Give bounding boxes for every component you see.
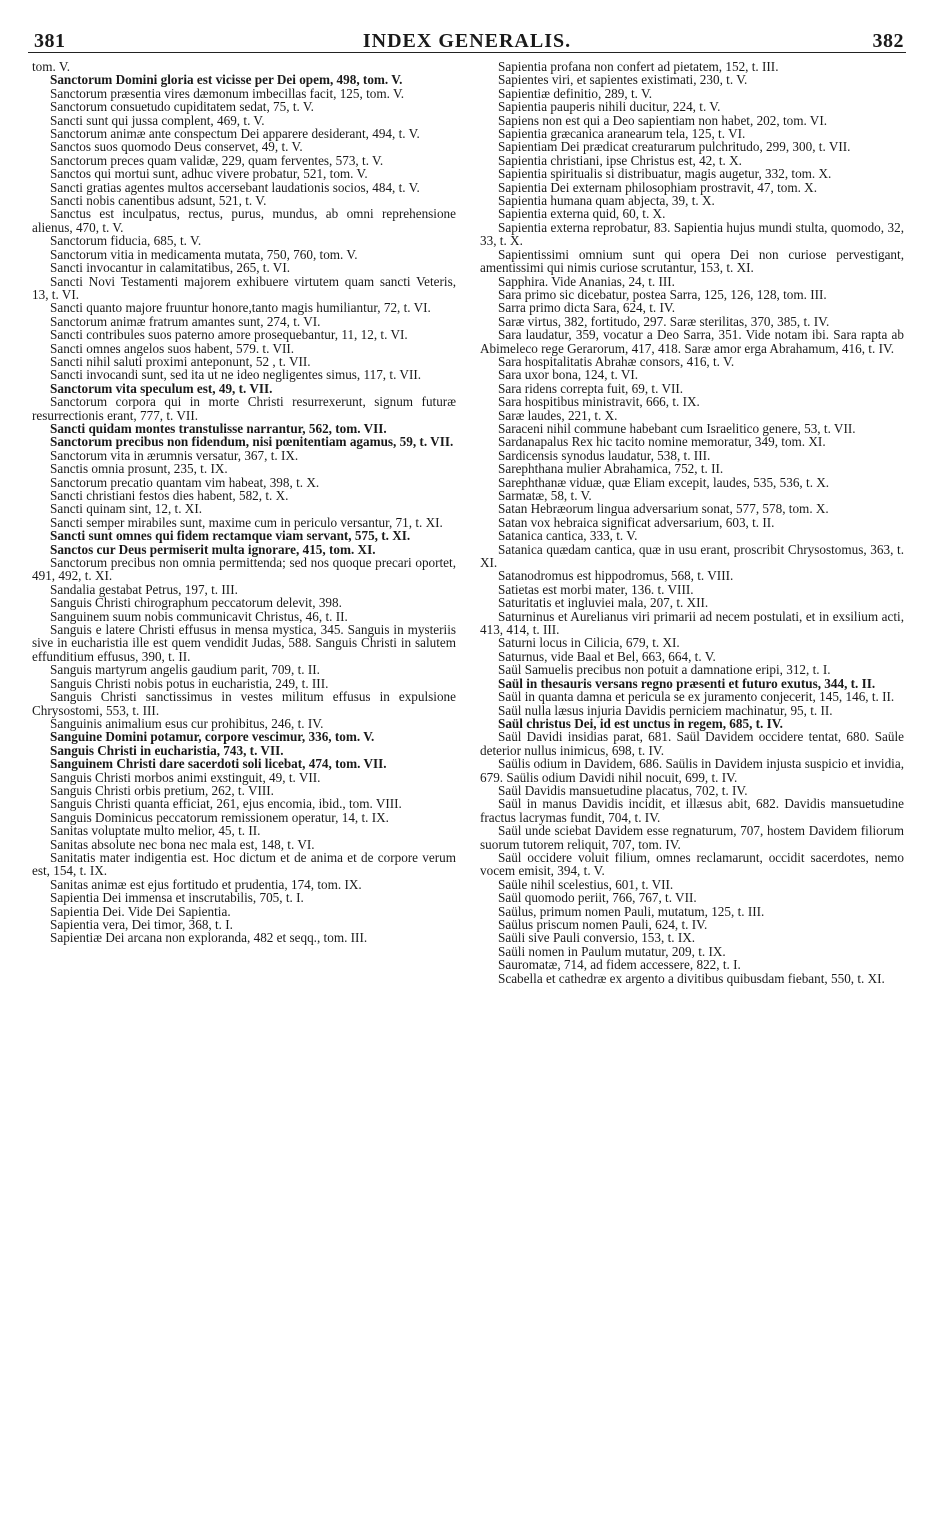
index-entry: Sapientia externa quid, 60, t. X.	[498, 206, 666, 222]
index-entry: Sancti contribules suos paterno amore prosequebantur, 11, 12, t. VI.	[50, 327, 408, 343]
index-entry: Sapientia christiani, ipse Christus est, 42, t. X.	[498, 152, 742, 168]
index-entry: Sanguinem suum nobis communicavit Christus, 46, t. II.	[50, 608, 348, 624]
index-entry: Saül Davidis mansuetudine placatus, 702, t. IV.	[498, 782, 748, 798]
index-entry: Sancti invocandi sunt, sed ita ut ne ideo negligentes simus, 117, t. VII.	[50, 367, 422, 383]
index-entry: Sapientiæ Dei arcana non exploranda, 482 et seqq., tom. III.	[50, 930, 368, 946]
index-entry: Sanctorum vita speculum est, 49, t. VII.	[50, 380, 273, 396]
index-entry: Saturitatis et ingluviei mala, 207, t. XII.	[498, 595, 709, 611]
left-column	[32, 60, 456, 985]
index-entry: Sanguinis animalium esus cur prohibitus, 246, t. IV.	[50, 715, 324, 731]
index-entry: Saturninus et Aurelianus viri primarii ad necem postulati, et in exsilium acti, 413, 414, t. III.	[480, 608, 904, 638]
index-entry: Sapientia pauperis nihili ducitur, 224, t. V.	[498, 99, 721, 115]
index-entry: Sara uxor bona, 124, t. VI.	[498, 367, 639, 383]
index-entry: Sanctorum animæ ante conspectum Dei apparere desiderant, 494, t. V.	[50, 126, 420, 142]
index-entry: Sapientia vera, Dei timor, 368, t. I.	[50, 917, 233, 932]
index-entry: Saüle nihil scelestius, 601, t. VII.	[498, 876, 674, 892]
index-entry: Sanguine Domini potamur, corpore vescimur, 336, tom. V.	[50, 729, 375, 745]
index-entry: Sapientia profana non confert ad pietatem, 152, t. III.	[498, 59, 779, 74]
index-entry: Sanctus est inculpatus, rectus, purus, mundus, ab omni reprehensione alienus, 470, t. V.	[32, 206, 456, 235]
index-entry: Sancti semper mirabiles sunt, maxime cum in periculo versantur, 71, t. XI.	[50, 514, 443, 530]
index-entry: Sanguis Christi nobis potus in eucharistia, 249, t. III.	[50, 675, 329, 691]
index-entry: Sapientia Dei immensa et inscrutabilis, 705, t. I.	[50, 890, 304, 906]
index-entry: Sanctos qui mortui sunt, adhuc vivere probatur, 521, tom. V.	[50, 166, 368, 182]
index-entry: Sanguis Christi orbis pretium, 262, t. VIII.	[50, 782, 274, 798]
index-entry: Sancti invocantur in calamitatibus, 265, t. VI.	[50, 260, 291, 276]
index-entry: Sancti quanto majore fruuntur honore,tanto magis humiliantur, 72, t. VI.	[50, 300, 431, 316]
index-entry: Sanitas absolute nec bona nec mala est, 148, t. VI.	[50, 836, 315, 852]
index-entry: Sanguis Christi morbos animi exstinguit, 49, t. VII.	[50, 769, 321, 785]
index-entry: Sanctos cur Deus permiserit multa ignorare, 415, tom. XI.	[50, 541, 376, 557]
index-entry: Sanguis Christi quanta efficiat, 261, ejus encomia, ibid., tom. VIII.	[50, 796, 402, 812]
index-entry: Sancti quinam sint, 12, t. XI.	[50, 501, 203, 517]
index-entry: Sancti nihil saluti proximi anteponunt, 52 , t. VII.	[50, 353, 311, 369]
index-entry: Sanitas voluptate multo melior, 45, t. II.	[50, 823, 261, 839]
index-entry: Sanctorum consuetudo cupiditatem sedat, 75, t. V.	[50, 99, 314, 115]
index-entry: Sauromatæ, 714, ad fidem accessere, 822, t. I.	[498, 957, 741, 973]
index-entry: tom. V.	[32, 59, 70, 74]
index-entry: Sanctorum vita in ærumnis versatur, 367, t. IX.	[50, 447, 299, 463]
index-entry: Saül Samuelis precibus non potuit a damnatione eripi, 312, t. I.	[498, 662, 831, 678]
index-entry: Sancti gratias agentes multos accersebant laudationis socios, 484, t. V.	[50, 179, 420, 195]
index-entry: Saül in manus Davidis incidit, et illæsus abit, 682. Davidis mansuetudine fractus lacrymas fundit, 704, t. IV.	[480, 796, 904, 825]
index-entry: Sanitatis mater indigentia est. Hoc dictum et de anima et de corpore verum est, 154, t. IX.	[32, 849, 456, 879]
index-entry: Sardanapalus Rex hic tacito nomine memoratur, 349, tom. XI.	[498, 434, 826, 450]
index-entry: Saül in thesauris versans regno præsenti et futuro exutus, 344, t. II.	[498, 675, 876, 691]
index-entry: Saül occidere voluit filium, omnes reclamarunt, occidit sacerdotes, nemo vocem emisit, 394, t. V.	[480, 849, 904, 879]
index-entry: Sancti quidam montes transtulisse narrantur, 562, tom. VII.	[50, 420, 387, 436]
index-entry: Satanica cantica, 333, t. V.	[498, 528, 638, 544]
index-entry: Sarephthanæ viduæ, quæ Eliam excepit, laudes, 535, 536, t. X.	[498, 474, 830, 490]
page-number-left: 381	[34, 30, 66, 52]
index-entry: Sapientia spiritualis si distribuatur, magis augetur, 332, tom. X.	[498, 166, 832, 182]
index-entry: Sanguis Christi chirographum peccatorum delevit, 398.	[50, 595, 342, 611]
index-entry: Sara hospitalitatis Abrahæ consors, 416, t. V.	[498, 353, 735, 369]
index-entry: Sapientissimi omnium sunt qui opera Dei non curiose pervestigant, amentissimi qui nimis curiose scrutantur, 153, t. XI.	[480, 246, 904, 276]
index-entry: Sapientia humana quam abjecta, 39, t. X.	[498, 193, 715, 209]
index-entry: Sanctorum preces quam validæ, 229, quam ferventes, 573, t. V.	[50, 152, 384, 168]
index-entry: Sanctorum vitia in medicamenta mutata, 750, 760, tom. V.	[50, 246, 358, 262]
index-entry: Sarra primo dicta Sara, 624, t. IV.	[498, 300, 676, 316]
index-entry: Saturnus, vide Baal et Bel, 663, 664, t. V.	[498, 648, 716, 664]
index-entry: Sapiens non est qui a Deo sapientiam non habet, 202, tom. VI.	[498, 112, 828, 128]
index-entry: Sanguis Dominicus peccatorum remissionem operatur, 14, t. IX.	[50, 809, 389, 825]
index-entry: Sancti sunt omnes qui fidem rectamque viam servant, 575, t. XI.	[50, 528, 411, 544]
index-entry: Satanica quædam cantica, quæ in usu erant, proscribit Chrysostomus, 363, t. XI.	[480, 541, 904, 571]
page-title: INDEX GENERALIS.	[362, 30, 572, 52]
index-entry: Sanctorum corpora qui in morte Christi resurrexerunt, signum futuræ resurrectionis erant, 777, t. VII.	[32, 394, 456, 423]
index-entry: Satanodromus est hippodromus, 568, t. VIII.	[498, 568, 734, 584]
index-entry: Satietas est morbi mater, 136. t. VIII.	[498, 581, 694, 597]
index-entry: Saülus priscum nomen Pauli, 624, t. IV.	[498, 917, 708, 932]
index-entry: Sanctorum precibus non fidendum, nisi pœnitentiam agamus, 59, t. VII.	[50, 434, 454, 450]
index-entry: Saül nulla læsus injuria Davidis perniciem machinatur, 95, t. II.	[498, 702, 833, 718]
index-entry: Sanguis Christi sanctissimus in vestes militum effusus in expulsione Chrysostomi, 553, t. III.	[32, 689, 456, 718]
index-entry: Saüli sive Pauli conversio, 153, t. IX.	[498, 930, 696, 946]
index-entry: Sapphira. Vide Ananias, 24, t. III.	[498, 273, 675, 289]
right-column	[480, 60, 904, 985]
index-entry: Sanctos suos quomodo Deus conservet, 49, t. V.	[50, 139, 303, 155]
index-entry: Saül in quanta damna et pericula se ex juramento conjecerit, 145, 146, t. II.	[498, 689, 895, 705]
index-entry: Saülis odium in Davidem, 686. Saülis in Davidem injusta suspicio et invidia, 679. Saülis odium Davidi nihil nocuit, 699, t. IV.	[480, 756, 904, 785]
index-entry: Sapientia Dei. Vide Dei Sapientia.	[50, 903, 231, 919]
index-entry: Sancti sunt qui jussa complent, 469, t. V.	[50, 112, 265, 128]
index-entry: Sarephthana mulier Abrahamica, 752, t. II.	[498, 461, 724, 477]
index-entry: Satan Hebræorum lingua adversarium sonat, 577, 578, tom. X.	[498, 501, 829, 517]
index-entry: Sancti christiani festos dies habent, 582, t. X.	[50, 488, 289, 503]
index-entry: Saræ laudes, 221, t. X.	[498, 407, 618, 423]
index-entry: Sancti Novi Testamenti majorem exhibuere virtutem quam sancti Veteris, 13, t. VI.	[32, 273, 456, 302]
index-entry: Sancti omnes angelos suos habent, 579. t. VII.	[50, 340, 295, 356]
index-entry: Sara ridens correpta fuit, 69, t. VII.	[498, 380, 684, 396]
index-entry: Sapientes viri, et sapientes existimati, 230, t. V.	[498, 72, 748, 88]
index-entry: Saüli nomen in Paulum mutatur, 209, t. IX.	[498, 943, 726, 959]
header-rule	[28, 52, 906, 53]
index-entry: Satan vox hebraica significat adversarium, 603, t. II.	[498, 514, 775, 530]
index-entry: Sanctorum animæ fratrum amantes sunt, 274, t. VI.	[50, 313, 321, 329]
index-entry: Sanctorum precibus non omnia permittenda; sed nos quoque precari oportet, 491, 492, t. XI.	[32, 555, 456, 584]
index-entry: Sanitas animæ est ejus fortitudo et prudentia, 174, tom. IX.	[50, 876, 362, 892]
index-entry: Sarmatæ, 58, t. V.	[498, 488, 592, 503]
index-entry: Saül quomodo periit, 766, 767, t. VII.	[498, 890, 697, 906]
index-entry: Sanguis e latere Christi effusus in mensa mystica, 345. Sanguis in mysteriis sive in eucharistia ille est quem vendidit Judas, 588. Sanguis Christi in salutem effunditium effusus, 390, t. II.	[32, 622, 456, 664]
index-entry: Saül christus Dei, id est unctus in regem, 685, t. IV.	[498, 715, 783, 731]
index-entry: Sandalia gestabat Petrus, 197, t. III.	[50, 581, 238, 597]
index-entry: Sanctorum Domini gloria est vicisse per Dei opem, 498, tom. V.	[50, 72, 403, 88]
index-entry: Sapientia externa reprobatur, 83. Sapientia hujus mundi stulta, quomodo, 32, 33, t. X.	[480, 219, 904, 249]
index-entry: Sanctis omnia prosunt, 235, t. IX.	[50, 461, 228, 477]
index-entry: Sancti nobis canentibus adsunt, 521, t. V.	[50, 193, 267, 209]
index-entry: Sapientiam Dei prædicat creaturarum pulchritudo, 299, 300, t. VII.	[498, 139, 851, 155]
index-entry: Sanctorum precatio quantam vim habeat, 398, t. X.	[50, 474, 320, 490]
index-entry: Sanctorum fiducia, 685, t. V.	[50, 233, 202, 249]
index-entry: Scabella et cathedræ ex argento a divitibus quibusdam fiebant, 550, t. XI.	[498, 970, 885, 986]
index-columns	[32, 60, 904, 985]
index-entry: Sara laudatur, 359, vocatur a Deo Sarra, 351. Vide notam ibi. Sara rapta ab Abimeleco rege Gerarorum, 417, 418. Saræ amor erga Abrahamum, 416, t. IV.	[480, 327, 904, 356]
index-entry: Saülus, primum nomen Pauli, mutatum, 125, t. III.	[498, 903, 765, 919]
index-entry: Sapientia græcanica aranearum tela, 125, t. VI.	[498, 126, 746, 142]
index-entry: Saraceni nihil commune habebant cum Israelitico genere, 53, t. VII.	[498, 420, 856, 436]
index-entry: Sapientia Dei externam philosophiam prostravit, 47, tom. X.	[498, 179, 818, 195]
page-header	[28, 22, 906, 52]
index-entry: Sanguinem Christi dare sacerdoti soli licebat, 474, tom. VII.	[50, 756, 387, 772]
index-entry: Sanguis Christi in eucharistia, 743, t. VII.	[50, 742, 284, 758]
index-entry: Saül unde sciebat Davidem esse regnaturum, 707, hostem Davidem filiorum suorum tutorem reliquit, 707, tom. IV.	[480, 823, 904, 852]
index-entry: Saræ virtus, 382, fortitudo, 297. Saræ sterilitas, 370, 385, t. IV.	[498, 313, 830, 329]
index-entry: Sapientiæ definitio, 289, t. V.	[498, 85, 653, 101]
page-number-right: 382	[872, 30, 904, 52]
index-entry: Saül Davidi insidias parat, 681. Saül Davidem occidere tentat, 680. Saüle deterior nullus inimicus, 698, t. IV.	[480, 729, 904, 758]
index-entry: Sara primo sic dicebatur, postea Sarra, 125, 126, 128, tom. III.	[498, 286, 827, 302]
index-entry: Sardicensis synodus laudatur, 538, t. III.	[498, 447, 711, 463]
index-entry: Saturni locus in Cilicia, 679, t. XI.	[498, 635, 680, 651]
index-entry: Sanguis martyrum angelis gaudium parit, 709, t. II.	[50, 662, 320, 678]
index-entry: Sara hospitibus ministravit, 666, t. IX.	[498, 394, 700, 410]
index-entry: Sanctorum præsentia vires dæmonum imbecillas facit, 125, tom. V.	[50, 85, 405, 101]
